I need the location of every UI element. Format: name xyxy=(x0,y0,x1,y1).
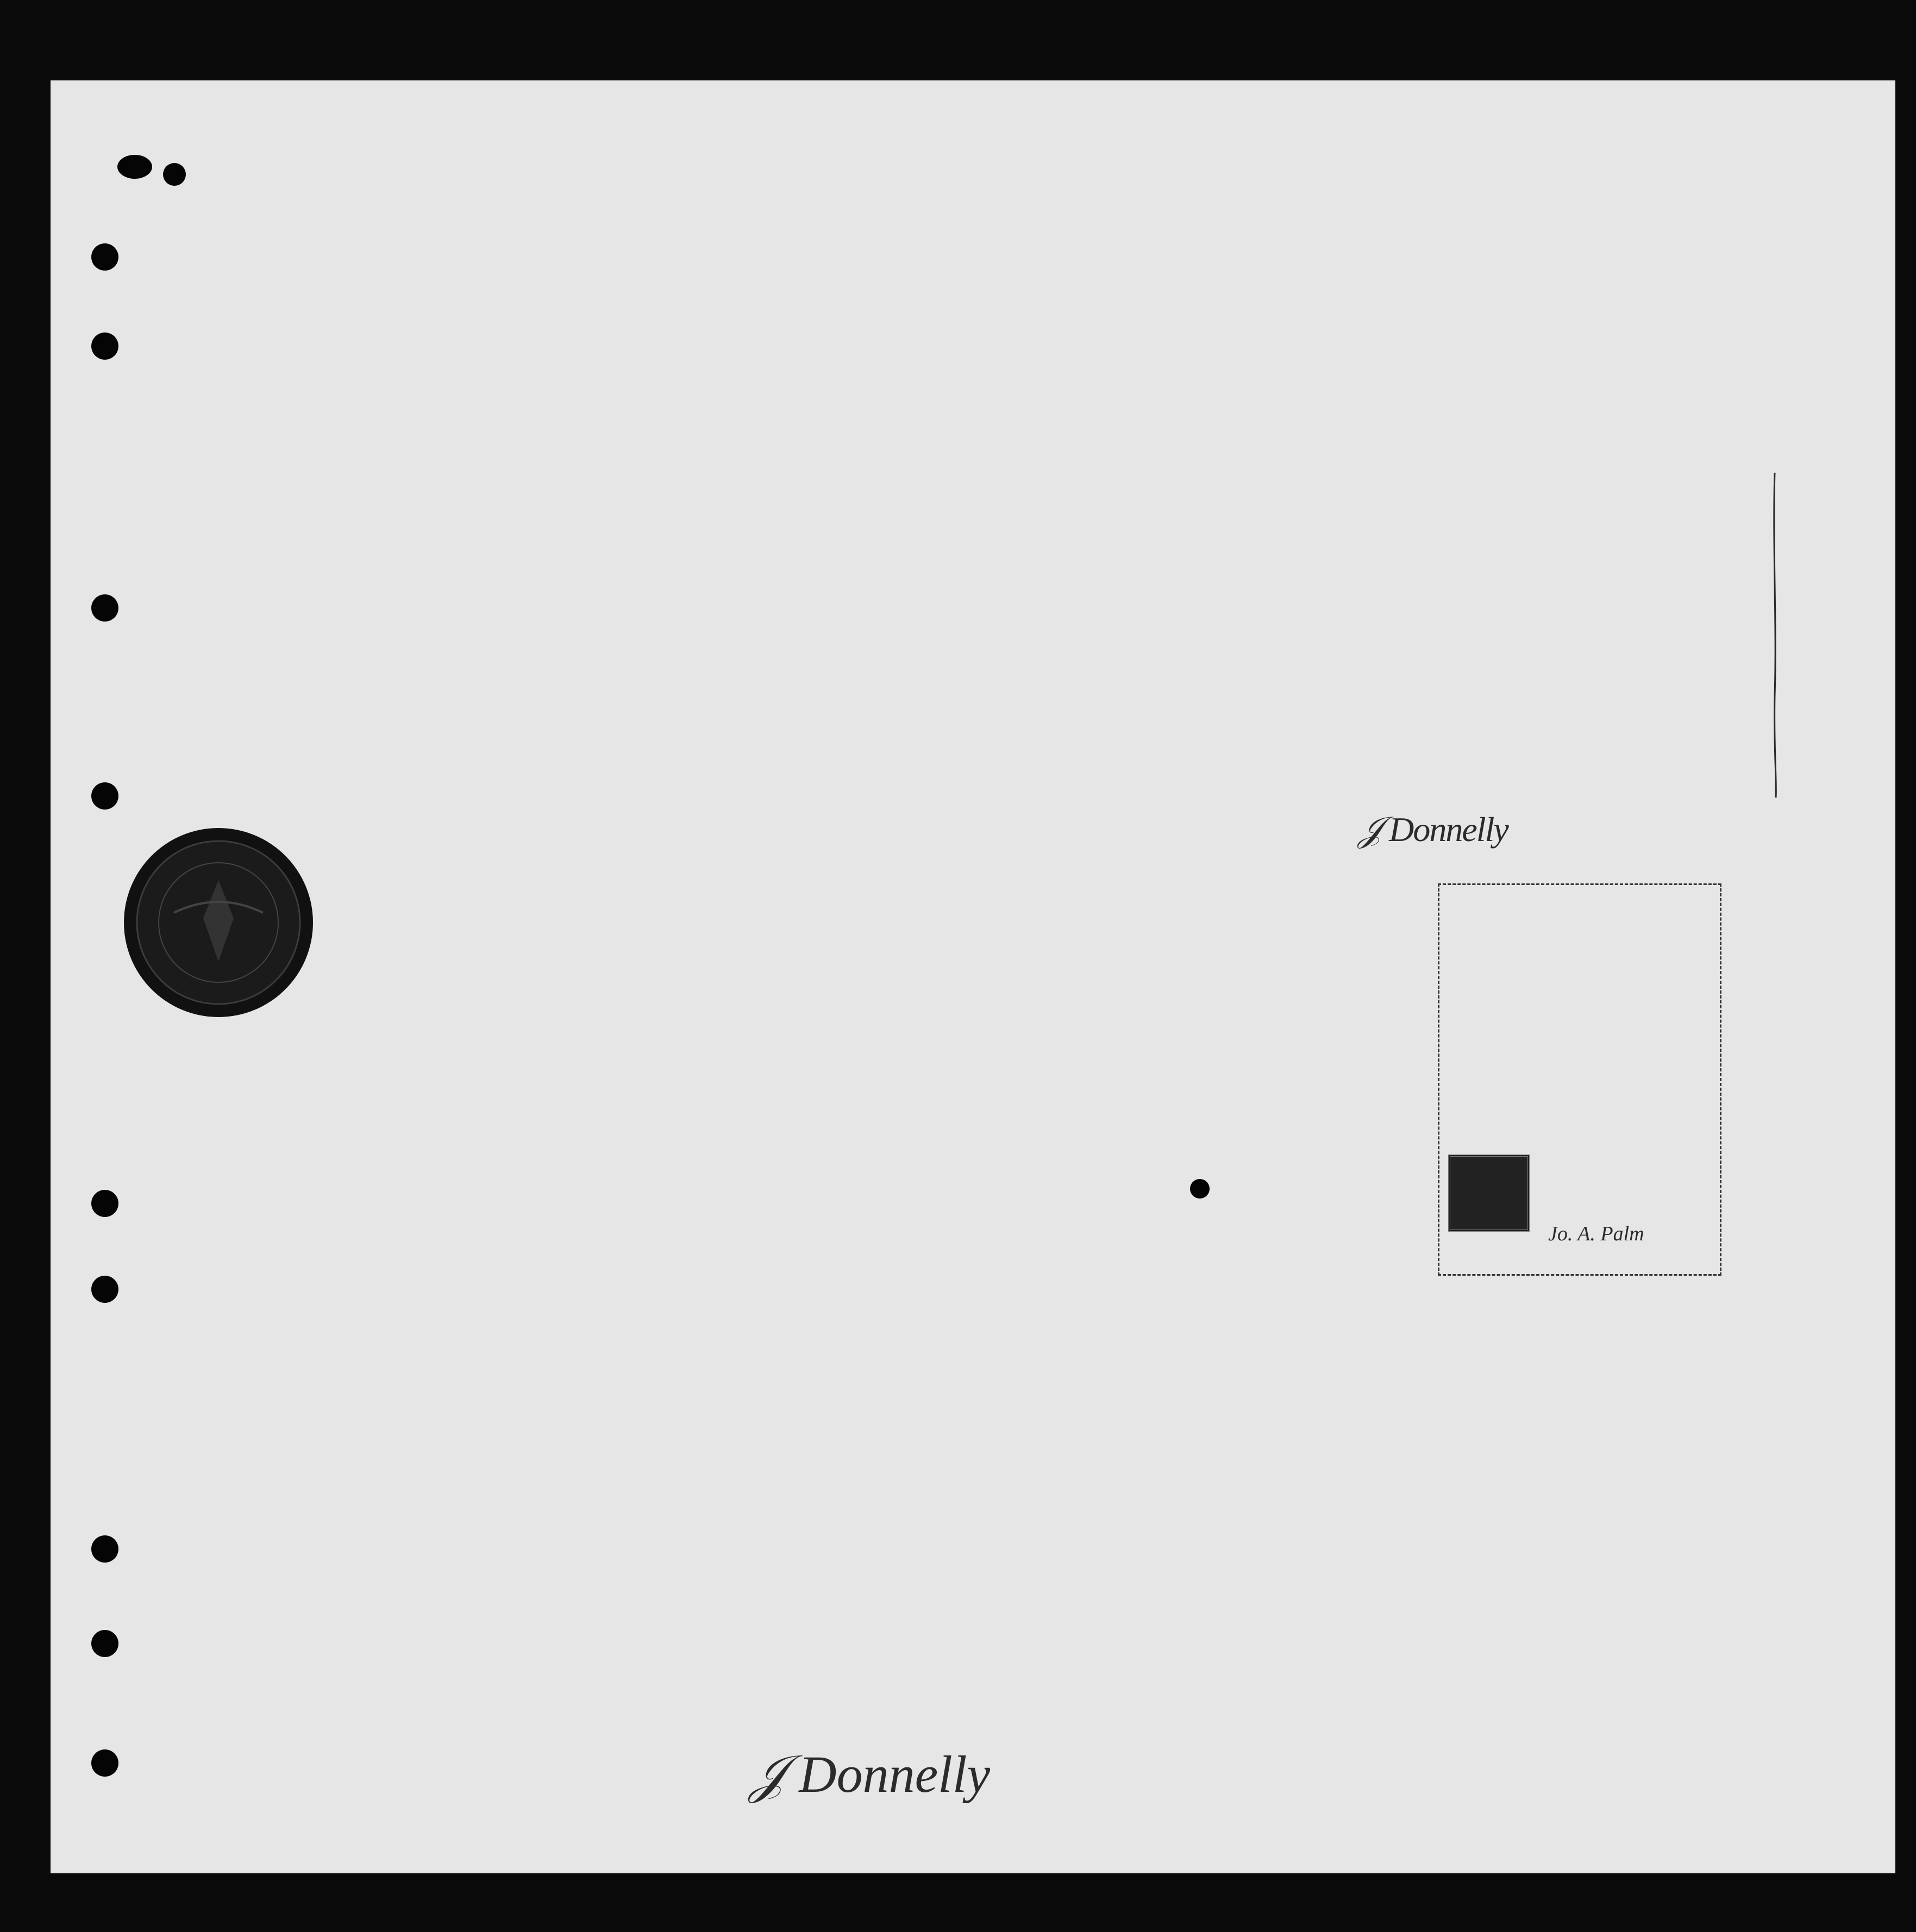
inspector-signature-top: 𝒥 Donnelly xyxy=(1358,810,1508,849)
fee-stamp xyxy=(1448,1155,1530,1232)
inspector-signature: 𝒥 Donnelly xyxy=(750,1745,991,1803)
consulate-visa-stamp xyxy=(1438,883,1721,1276)
consul-signature: Jo. A. Palm xyxy=(1548,1222,1644,1245)
